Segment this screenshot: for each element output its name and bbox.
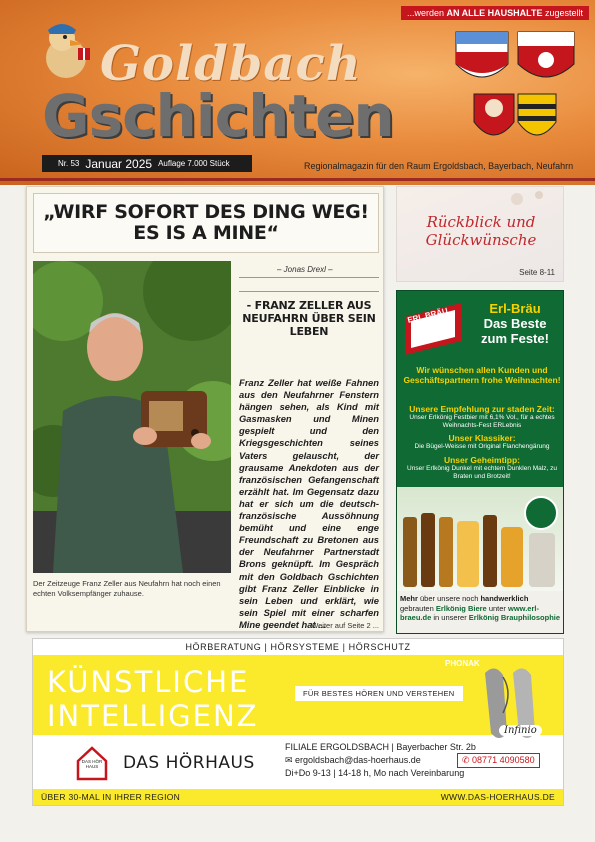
ad-services: HÖRBERATUNG | HÖRSYSTEME | HÖRSCHUTZ <box>185 642 411 652</box>
header-divider <box>0 178 595 181</box>
branch-info: FILIALE ERGOLDSBACH | Bayerbacher Str. 2b ✉ ergoldsbach@das-hoerhaus.de Di+Do 9-13 | 14-18 h, Mo nach Vereinbarung <box>285 742 476 778</box>
house-logo-text: DAS HÖR HAUS <box>81 759 103 769</box>
distribution-tagline: ...werden AN ALLE HAUSHALTE zugestellt <box>401 6 589 20</box>
story-photo <box>33 261 231 573</box>
continued-link[interactable]: Weiter auf Seite 2 ... <box>311 621 379 630</box>
region-subtitle: Regionalmagazin für den Raum Ergoldsbach, Bayerbach, Neufahrn <box>304 161 574 171</box>
issue-bar <box>42 155 252 172</box>
issue-month: Januar 2025 <box>85 156 153 171</box>
beer-ad-footer: Mehr über unsere noch handwerklich gebrauten Erlkönig Biere unter www.erl-braeu.de in unserer Erlkönig Brauphilosophie <box>397 591 564 634</box>
brewery-url[interactable]: www.erl-braeu.de <box>400 603 539 622</box>
erl-braeu-ad[interactable] <box>396 290 564 634</box>
ad-banner <box>33 655 563 735</box>
website-link[interactable]: WWW.DAS-HOERHAUS.DE <box>440 792 555 802</box>
issue-number: Nr. 53 <box>58 159 80 168</box>
circulation: Auflage 7.000 Stück <box>158 159 230 168</box>
photo-caption: Der Zeitzeuge Franz Zeller aus Neufahrn hat noch einen echten Volksempfänger zuhause. <box>33 579 221 598</box>
phonak-brand: PHONAK <box>445 659 480 668</box>
brand-name-top: Goldbach <box>100 36 362 92</box>
brewery-badge-icon <box>401 297 465 363</box>
ad-brand: DAS HÖRHAUS <box>123 753 255 773</box>
masthead <box>0 0 595 185</box>
duck-mascot-icon <box>40 18 92 80</box>
beer-bottles-image <box>397 487 564 591</box>
beer-ad-title: Erl-Bräu Das Beste zum Feste! <box>481 301 549 346</box>
phone-number[interactable]: ✆ 08771 4090580 <box>457 753 540 768</box>
product-name: Infinio <box>499 725 542 736</box>
story-teaser: Franz Zeller hat weiße Fahnen aus den Neufahrner Fenstern hängen sehen, als Kind mit Gasmasken und Minen gespielt und den Kriegsgeschichten seines Vaters gelauscht, der grausame Anekdoten aus der französischen Gefangenschaft erzählt hat. Im Gegensatz dazu hat er sich um die deutsch-französische Aussöhnung bemüht und eine enge Freundschaft zu Bretonen aus der Neufahrner Partnerstadt Brons geknüpft. Im Gespräch mit den Goldbach Gschichten gibt Franz Zeller Einblicke in sein Leben und erklärt, wie sein Spiel mit einer scharfen Mine geendet hat ... <box>239 377 379 630</box>
ad-footer: ÜBER 30-MAL IN IHRER REGION WWW.DAS-HOERHAUS.DE <box>33 789 563 805</box>
byline-rule <box>239 277 379 278</box>
hoerhaus-ad[interactable] <box>32 638 564 806</box>
christmas-wish: Wir wünschen allen Kunden und Geschäftspartnern frohe Weihnachten! <box>403 365 561 385</box>
ad-headline: KÜNSTLICHE INTELLIGENZ <box>47 665 259 733</box>
municipal-coats-of-arms-icon <box>452 30 578 150</box>
ad-claim: FÜR BESTES HÖREN UND VERSTEHEN <box>295 686 463 701</box>
email-link[interactable]: ergoldsbach@das-hoerhaus.de <box>295 755 421 765</box>
cover-story[interactable] <box>26 186 384 632</box>
subhead-rule <box>239 291 379 292</box>
story-headline: „WIRF SOFORT DES DING WEG! ES IS A MINE“ <box>33 193 379 253</box>
beer-recommendations: Unsere Empfehlung zur staden Zeit: Unser Erlkönig Festbier mit 6,1% Vol., für a echtes Weihnachts-Fest ERLebnis Unser Klassiker: Die Bügel-Weisse mit Original Flanchengärung Unser Geheimtipp: Unser Erlkönig Dunkel mit echtem Dunklen Malz, zu Braten und Brotzeit! <box>407 404 557 480</box>
story-subhead: - FRANZ ZELLER AUS NEUFAHRN ÜBER SEIN LEBEN <box>242 299 376 338</box>
author-byline: – Jonas Drexl – <box>277 265 333 274</box>
brewery-badge: ERL BRÄU <box>406 306 449 325</box>
review-teaser[interactable] <box>396 186 564 282</box>
review-title: Rückblick und Glückwünsche <box>425 213 537 249</box>
review-pages: Seite 8-11 <box>519 268 555 277</box>
brand-name-bottom: Gschichten <box>42 82 394 150</box>
